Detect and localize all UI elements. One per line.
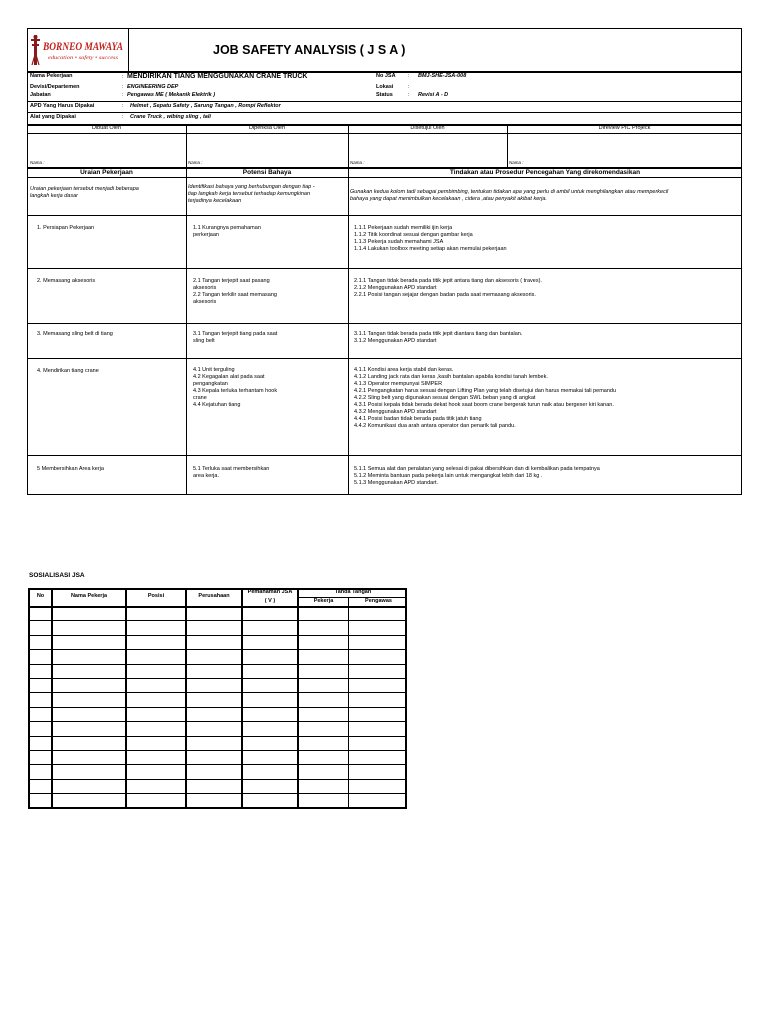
- step-3-potensi: 3.1 Tangan terjepit tiang pada saat sling belt: [193, 331, 278, 344]
- status-label: Status: [376, 92, 393, 98]
- sosialisasi-title: SOSIALISASI JSA: [29, 572, 85, 579]
- jabatan-label: Jabatan: [30, 92, 51, 98]
- step-2-tindakan: 2.1.1 Tangan tidak berada pada titik jepit antara tiang dan aksesoris ( traves). 2.1.2 Menggunakan APD standart 2.2.1 Posisi tangan sejajar dengan badan pada saat memasang aksesoris.: [354, 278, 542, 298]
- col-no: No: [36, 593, 45, 599]
- nama-field-3: Nama :: [350, 160, 365, 165]
- nama-pekerjaan-label: Nama Pekerjaan: [30, 73, 73, 79]
- sosialisasi-row-line: [28, 793, 407, 794]
- step-4-uraian: 4. Mendirikan tiang crane: [37, 368, 99, 374]
- disetujui-oleh: Disetujui Oleh: [410, 125, 445, 131]
- nama-field-2: Nama :: [188, 160, 203, 165]
- step-3-tindakan: 3.1.1 Tangan tidak berada pada titik jepit diantara tiang dan bantalan. 3.1.2 Menggunakan APD standart: [354, 331, 523, 344]
- col-pemahaman: Pemahaman JSA: [247, 589, 293, 595]
- col-pengawas: Pengawas: [365, 598, 392, 604]
- svg-text:BORNEO MAWAYA: BORNEO MAWAYA: [42, 39, 123, 53]
- lokasi-label: Lokasi: [376, 84, 394, 90]
- sosialisasi-row-line: [28, 649, 407, 650]
- sosialisasi-row-line: [28, 764, 407, 765]
- col-pekerja: Pekerja: [313, 598, 334, 604]
- step-5-uraian: 5 Membersihkan Area kerja: [37, 466, 104, 472]
- alat-value: Crane Truck , wibing sling , tali: [130, 114, 211, 120]
- no-jsa-value: BMJ-SHE-JSA-008: [418, 73, 467, 79]
- col-pemahaman-v: ( V ): [264, 598, 276, 604]
- step-1-tindakan: 1.1.1 Pekerjaan sudah memiliki ijin kerja 1.1.2 Titik koordinat sesuai dengan gambar kerja 1.1.3 Pekerja sudah memahami JSA 1.1.4 Lakukan toolbox meeting setiap akan memulai pekerjaan: [354, 225, 507, 252]
- status-value: Revisi A - D: [418, 92, 449, 98]
- step-5-potensi: 5.1 Terluka saat membersihkan area kerja.: [193, 466, 270, 479]
- col-nama-pekerja: Nama Pekerja: [70, 593, 108, 599]
- sosialisasi-row-line: [28, 779, 407, 780]
- sosialisasi-row-line: [28, 721, 407, 722]
- step-5-tindakan: 5.1.1 Semua alat dan peralatan yang selesai di pakai dibersihkan dan di kembalikan pada tempatnya 5.1.2 Meminta bantuan pada pekerja lain untuk mengangkat lebih dari 18 kg . 5.1.3 Menggunakan APD standart.: [354, 466, 600, 486]
- sosialisasi-row-line: [28, 692, 407, 693]
- sosialisasi-row-line: [28, 750, 407, 751]
- step-1-potensi: 1.1 Kurangnya pemahaman perkerjaan: [193, 225, 261, 238]
- nama-field-4: Nama :: [509, 160, 524, 165]
- step-4-tindakan: 4.1.1 Kondisi area kerja stabil dan keras. 4.1.2 Landing jack rata dan keras ,kasih bantalan apabila kondisi tanah lembek. 4.1.3 Operator mempunyai SIMPER 4.2.1 Pengangkatan harus sesuai dengan Lifting Plan yang telah disetujui dan harus memakai tali pemandu 4.2.2 Sling belt yang digunakan sesuai dengan SWL beban yang di angkat 4.3.1 Posisi kepala tidak berada dekat hook saat boom crane bergerak turun naik atau bergeser kiri kanan. 4.3.2 Menggunakan APD standart 4.4.1 Posisi badan tidak berada pada titik jatuh tiang 4.4.2 Komunikasi dua arah antara operator dan penarik tali pandu.: [354, 367, 617, 429]
- divisi-label: Devisi/Departemen: [30, 84, 80, 90]
- col-posisi: Posisi: [147, 593, 165, 599]
- sosialisasi-row-line: [28, 620, 407, 621]
- sosialisasi-row-line: [28, 635, 407, 636]
- sosialisasi-row-line: [28, 678, 407, 679]
- company-logo: [30, 33, 126, 67]
- col-tanda-tangan: Tanda Tangan: [334, 589, 372, 595]
- header-potensi: Potensi Bahaya: [242, 169, 292, 176]
- logo-mark-icon: [30, 33, 126, 67]
- header-uraian: Uraian Pekerjaan: [80, 169, 133, 176]
- step-3-uraian: 3. Memasang sling belt di tiang: [37, 331, 113, 337]
- diperiksa-oleh: Diperiksa Oleh: [248, 125, 286, 131]
- apd-value: Helmet , Sepatu Safety , Sarung Tangan , Rompi Reflektor: [130, 103, 281, 109]
- step-1-uraian: 1. Persiapan Pekerjaan: [37, 225, 95, 231]
- guide-potensi: Identifikasi bahaya yang berhubungan dengan tiap - tiap langkah kerja tersebut terhadap kemungkinan terjadinya kecelakaan: [188, 184, 315, 204]
- direview-oleh: Direview PIC Projeck: [598, 125, 651, 131]
- step-2-uraian: 2. Memasang aksesoris: [37, 278, 96, 284]
- svg-text:education • safety • success: education • safety • success: [48, 55, 109, 61]
- dibuat-oleh: Dibuat Oleh: [91, 125, 122, 131]
- document-title: JOB SAFETY ANALYSIS ( J S A ): [213, 43, 406, 57]
- step-2-potensi: 2.1 Tangan terjepit saat pasang aksesoris 2.2 Tangan terkilir saat memasang aksesoris: [193, 278, 277, 305]
- step-4-potensi: 4.1 Unit terguling 4.2 Kegagalan alat pada saat pengangkatan 4.3 Kepala terluka terhantam hook crane 4.4 Kejatuhan tiang: [193, 367, 278, 408]
- col-perusahaan: Perusahaan: [198, 593, 230, 599]
- no-jsa-label: No JSA: [376, 73, 396, 79]
- sosialisasi-table: [28, 588, 407, 809]
- guide-uraian: Uraian pekerjaan tersebut menjadi beberapa langkah kerja dasar: [30, 186, 139, 199]
- guide-tindakan: Gunakan kedua kolom tadi sebagai pembimbing, tentukan tidakan apa yang perlu di ambil untuk menghilangkan atau memperkecil bahaya yang dapat menimbulkan kecelakaan , cidera ,atau penyakit akibat kerja.: [350, 189, 669, 202]
- sosialisasi-row-line: [28, 707, 407, 708]
- alat-label: Alat yang Dipakai: [30, 114, 76, 120]
- sosialisasi-row-line: [28, 736, 407, 737]
- sosialisasi-row-line: [28, 664, 407, 665]
- divisi-value: ENGINEERING DEP: [127, 84, 179, 90]
- nama-pekerjaan-value: MENDIRIKAN TIANG MENGGUNAKAN CRANE TRUCK: [127, 73, 308, 80]
- nama-field-1: Nama :: [30, 160, 45, 165]
- jabatan-value: Pengawas ME ( Mekanik Elektrik ): [127, 92, 216, 98]
- header-tindakan: Tindakan atau Prosedur Pencegahan Yang direkomendasikan: [449, 169, 641, 176]
- apd-label: APD Yang Harus Dipakai: [30, 103, 95, 109]
